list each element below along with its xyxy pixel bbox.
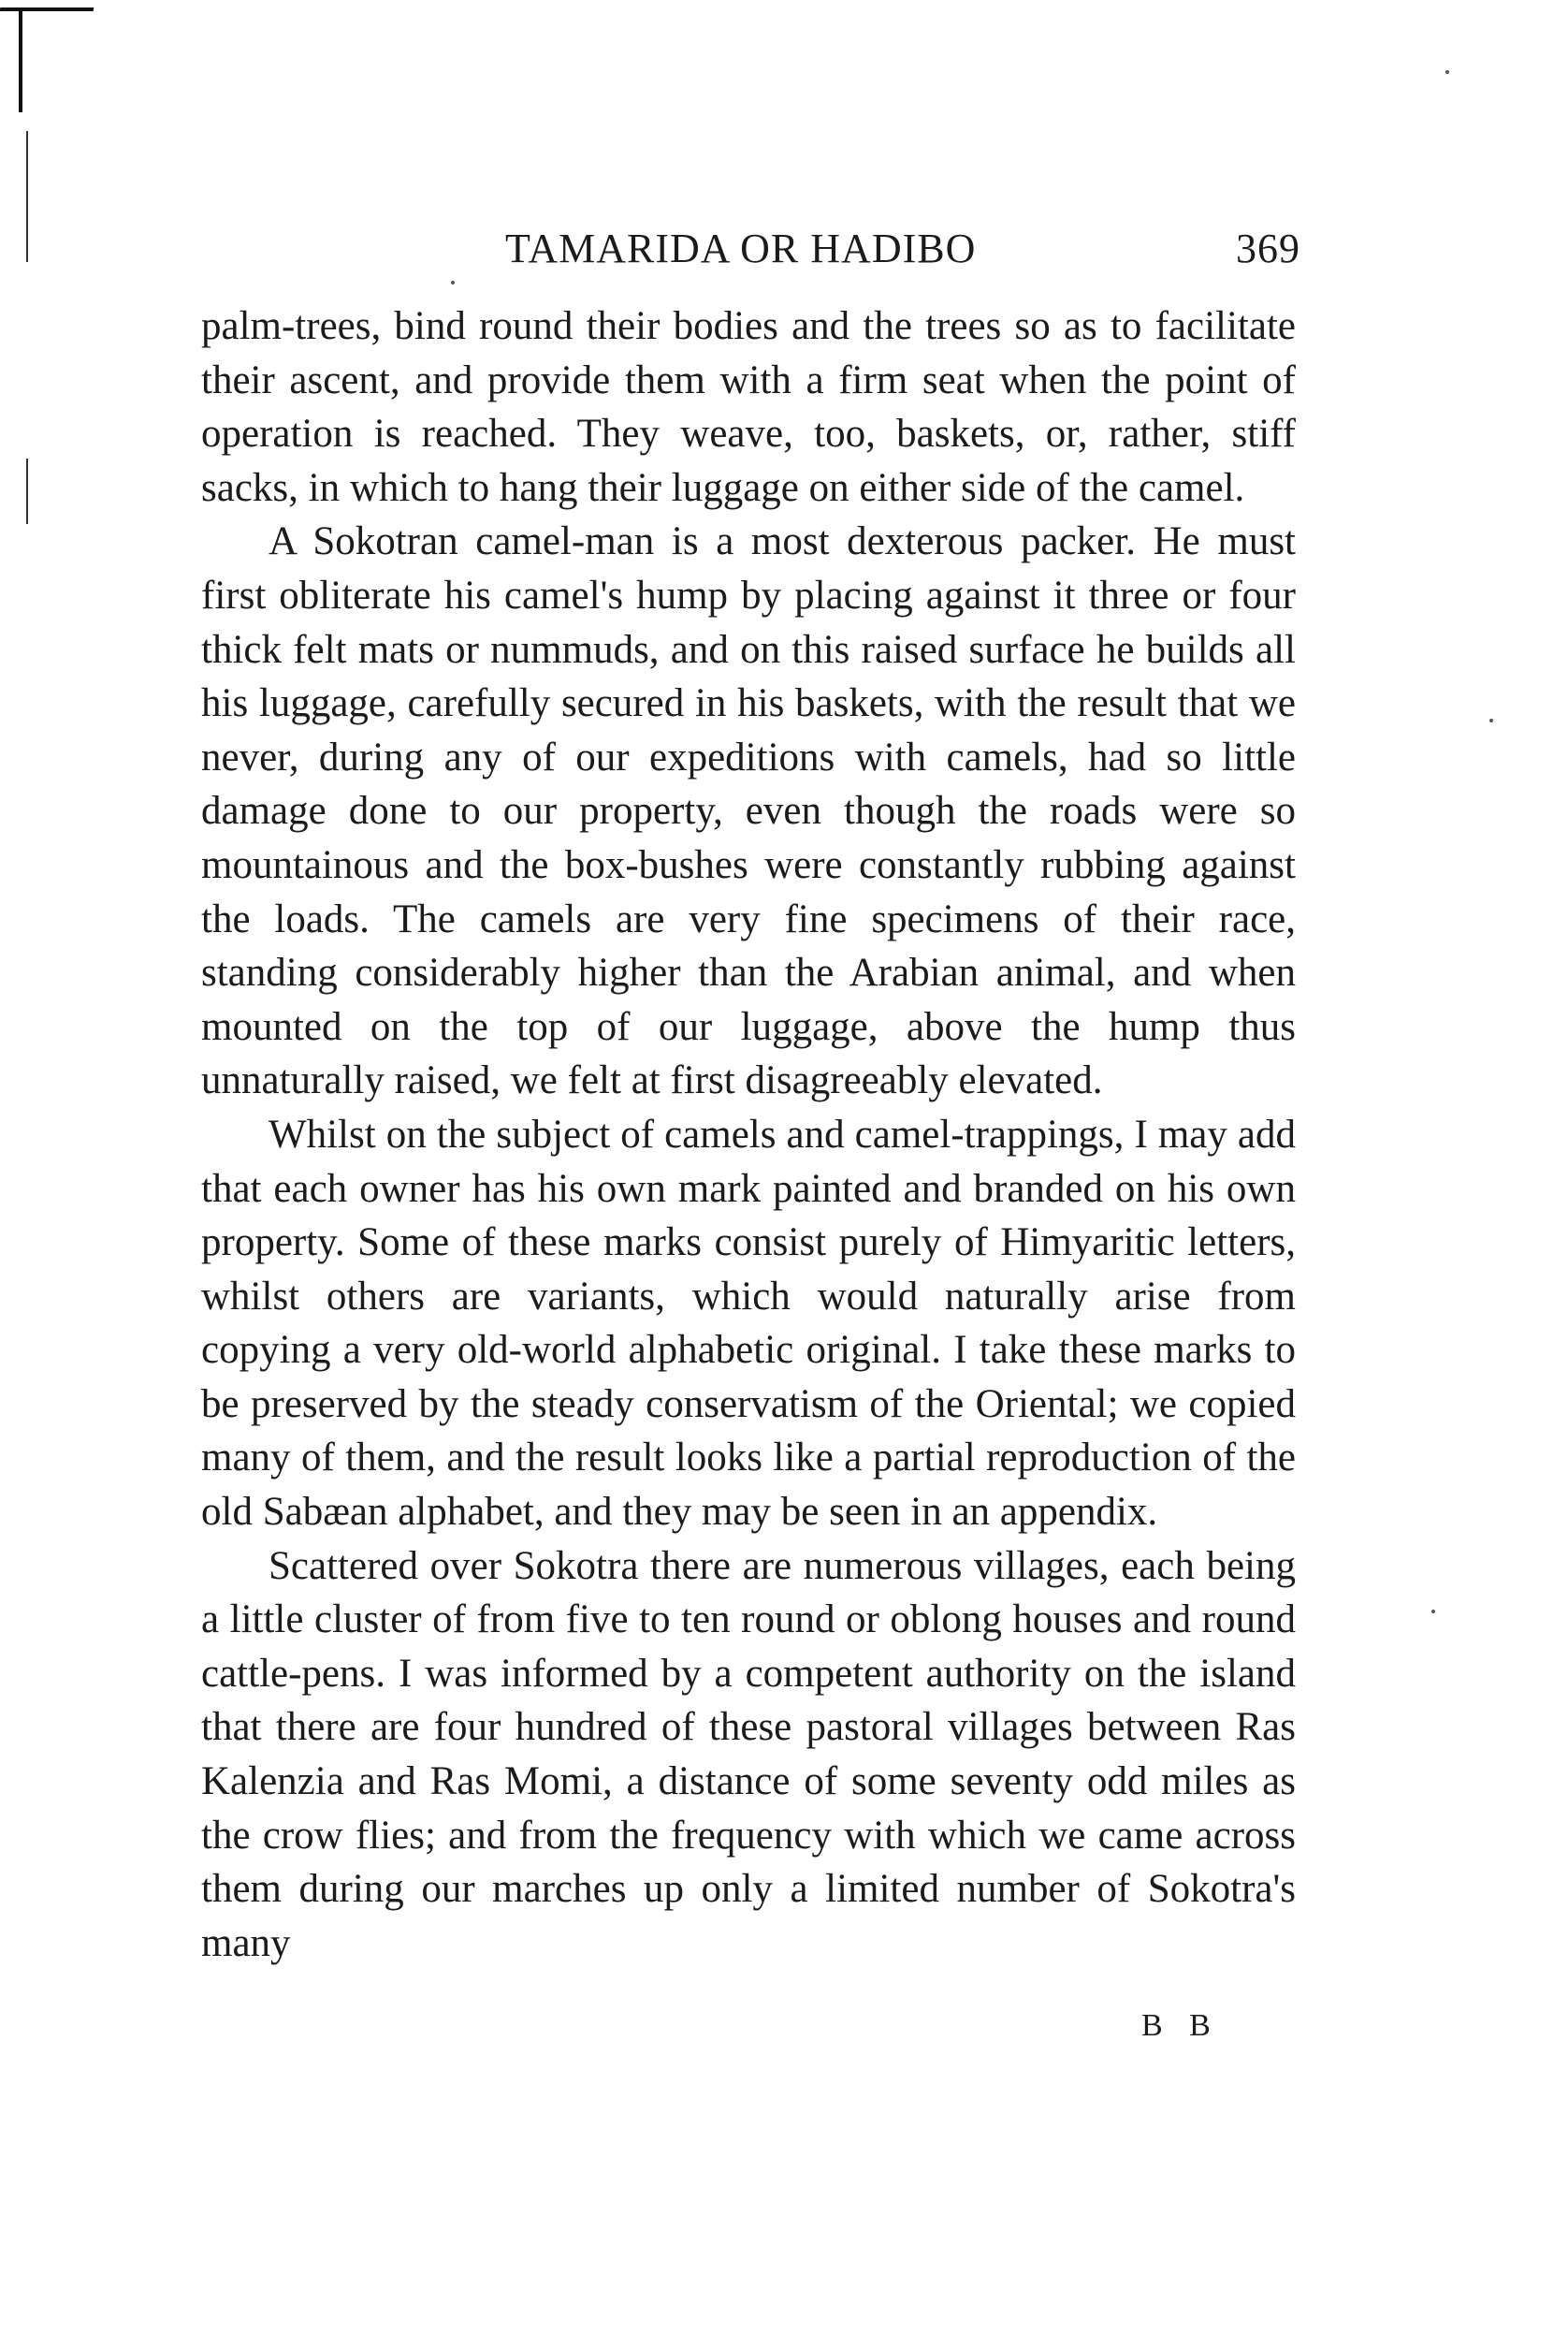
paragraph: Scattered over Sokotra there are numerous villages, each being a little cluster of from five to ten round or oblong houses and round cattle-pens. I was informed by a competent authority on the island that there are four hundred of these pastoral villages between Ras Kalenzia and Ras Momi, a distance of some seventy odd miles as the crow flies; and from the frequency with which we came across them during our marches up only a limited number of Sokotra's many bbox=[201, 1543, 1296, 1965]
paragraph: Whilst on the subject of camels and camel-trappings, I may add that each owner has his own mark painted and branded on his own property. Some of these marks consist purely of Himyaritic letters, whilst others are variants, which would naturally arise from copying a very old-world alphabetic original. I take these marks to be preserved by the steady conservatism of the Oriental; we copied many of them, and the result looks like a partial reproduction of the old Sabæan alphabet, and they may be seen in an appendix. bbox=[201, 1112, 1296, 1535]
running-head bbox=[201, 225, 1300, 281]
scan-speck bbox=[451, 281, 455, 284]
scan-speck bbox=[1445, 70, 1449, 74]
scan-corner-mark bbox=[0, 7, 94, 11]
printer-signature: B B bbox=[1141, 2008, 1220, 2043]
body-text bbox=[201, 299, 1296, 1970]
scan-corner-mark-vertical bbox=[19, 9, 22, 112]
scan-speck bbox=[1489, 719, 1493, 722]
page-number: 369 bbox=[1236, 226, 1300, 271]
scan-speck bbox=[1431, 1610, 1435, 1613]
running-title: TAMARIDA OR HADIBO bbox=[505, 226, 977, 271]
paragraph: palm-trees, bind round their bodies and the trees so as to facilitate their ascent, and provide them with a firm seat when the point of operation is reached. They weave, too, baskets, or, rather, stiff sacks, in which to hang their luggage on either side of the camel. bbox=[201, 304, 1296, 510]
scan-margin-line bbox=[26, 131, 28, 262]
scan-margin-line bbox=[26, 459, 28, 524]
paragraph: A Sokotran camel-man is a most dexterous packer. He must first obliterate his camel's hump by placing against it three or four thick felt mats or nummuds, and on this raised surface he builds all his luggage, carefully secured in his baskets, with the result that we never, during any of our expeditions with camels, had so little damage done to our property, even though the roads were so mountainous and the box-bushes were constantly rubbing against the loads. The camels are very fine specimens of their race, standing considerably higher than the Arabian animal, and when mounted on the top of our luggage, above the hump thus unnaturally raised, we felt at first disagreeably elevated. bbox=[201, 519, 1296, 1103]
